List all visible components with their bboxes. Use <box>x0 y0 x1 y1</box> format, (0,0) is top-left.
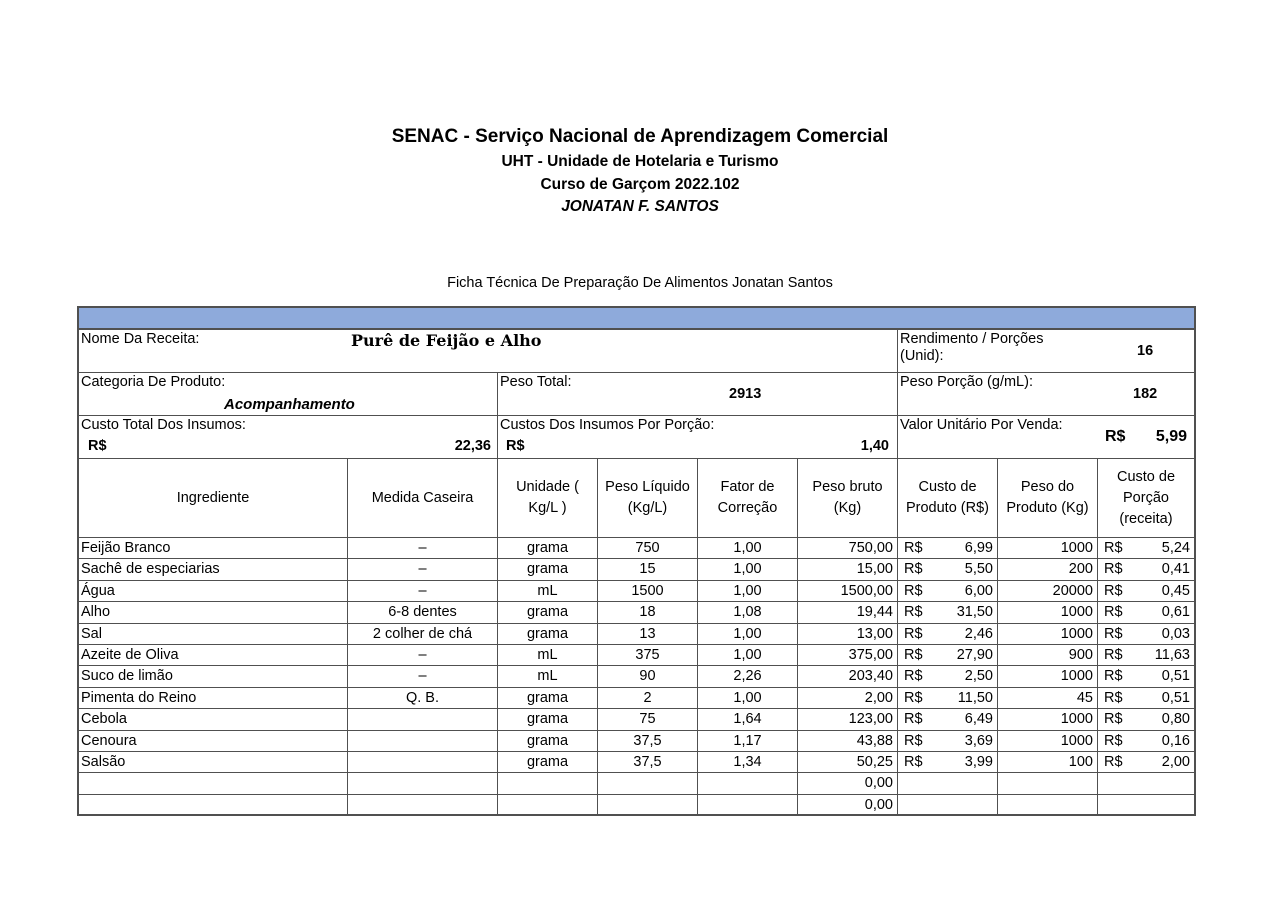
cell-medida: – <box>348 666 498 687</box>
money-value: 3,69 <box>964 732 993 749</box>
currency-symbol: R$ <box>1104 732 1123 749</box>
cell-peso-bruto: 123,00 <box>798 709 898 730</box>
money-value: 2,00 <box>1161 754 1190 770</box>
currency-symbol: R$ <box>1104 668 1123 685</box>
cell-ingrediente: Suco de limão <box>79 666 348 687</box>
cell-peso-bruto: 15,00 <box>798 559 898 580</box>
cell-peso-liquido: 75 <box>598 709 698 730</box>
cell-peso-bruto: 19,44 <box>798 602 898 623</box>
cell-medida <box>348 731 498 752</box>
cell-peso-liquido: 13 <box>598 624 698 645</box>
yield-label: Rendimento / Porções (Unid): <box>900 331 1044 364</box>
currency-symbol: R$ <box>1104 647 1123 663</box>
currency-symbol: R$ <box>904 604 923 621</box>
cell-unidade: grama <box>498 538 598 559</box>
cell-fator: 1,64 <box>698 709 798 730</box>
cell-peso-produto: 1000 <box>998 624 1098 645</box>
cell-unidade: grama <box>498 688 598 709</box>
currency-symbol: R$ <box>1104 540 1123 556</box>
recipe-sheet <box>77 306 1196 816</box>
cell-peso-liquido <box>598 773 698 794</box>
cell-custo-produto <box>898 666 998 687</box>
cell-peso-liquido <box>598 795 698 816</box>
col-peso-bruto: Peso bruto (Kg) <box>798 459 898 538</box>
cell-medida: 2 colher de chá <box>348 624 498 645</box>
cell-peso-liquido: 375 <box>598 645 698 666</box>
currency-symbol: R$ <box>904 625 923 642</box>
cell-fator: 1,00 <box>698 688 798 709</box>
cell-unidade: mL <box>498 645 598 666</box>
cell-custo-porcao <box>1098 624 1194 645</box>
cell-peso-produto: 900 <box>998 645 1098 666</box>
cell-fator: 1,00 <box>698 581 798 602</box>
unit-price-cell <box>898 416 1194 459</box>
cell-ingrediente: Água <box>79 581 348 602</box>
cell-unidade: grama <box>498 624 598 645</box>
cell-custo-produto <box>898 709 998 730</box>
cell-ingrediente: Cebola <box>79 709 348 730</box>
cell-custo-porcao <box>1098 602 1194 623</box>
cell-unidade: mL <box>498 666 598 687</box>
cell-fator: 1,08 <box>698 602 798 623</box>
unit-price-currency: R$ <box>1105 428 1126 445</box>
cell-unidade: mL <box>498 581 598 602</box>
cell-unidade: grama <box>498 709 598 730</box>
currency-symbol: R$ <box>1104 625 1123 642</box>
cell-custo-porcao <box>1098 645 1194 666</box>
cell-custo-porcao <box>1098 538 1194 559</box>
currency-symbol: R$ <box>904 754 923 770</box>
money-value: 5,24 <box>1161 540 1190 556</box>
cell-custo-porcao <box>1098 666 1194 687</box>
yield-cell <box>898 330 1194 373</box>
institution-title: SENAC - Serviço Nacional de Aprendizagem Comercial <box>391 126 889 147</box>
money-value: 2,50 <box>964 668 993 685</box>
category-label: Categoria De Produto: <box>81 374 226 390</box>
currency-symbol: R$ <box>904 647 923 663</box>
currency-symbol: R$ <box>904 582 923 599</box>
total-weight-value: 2913 <box>729 386 762 402</box>
cell-peso-produto: 1000 <box>998 666 1098 687</box>
author-name: JONATAN F. SANTOS <box>561 198 719 215</box>
table-row <box>79 731 1194 752</box>
cell-peso-produto: 45 <box>998 688 1098 709</box>
total-cost-currency: R$ <box>88 438 107 454</box>
cell-custo-produto <box>898 559 998 580</box>
cell-custo-produto <box>898 795 998 816</box>
cell-medida: – <box>348 538 498 559</box>
col-custo-porcao: Custo de Porção (receita) <box>1098 459 1194 538</box>
table-row <box>79 795 1194 816</box>
cell-peso-liquido: 2 <box>598 688 698 709</box>
currency-symbol: R$ <box>904 711 923 728</box>
portion-cost-label: Custos Dos Insumos Por Porção: <box>500 417 715 433</box>
money-value: 6,99 <box>964 540 993 556</box>
table-row <box>79 752 1194 773</box>
total-cost-cell <box>79 416 498 459</box>
currency-symbol: R$ <box>1104 689 1123 706</box>
cell-peso-produto: 1000 <box>998 602 1098 623</box>
cell-fator: 1,00 <box>698 538 798 559</box>
cell-medida: 6-8 dentes <box>348 602 498 623</box>
currency-symbol: R$ <box>1104 582 1123 599</box>
cell-medida: – <box>348 559 498 580</box>
cell-medida: – <box>348 645 498 666</box>
cell-ingrediente <box>79 795 348 816</box>
table-row <box>79 688 1194 709</box>
cell-unidade: grama <box>498 752 598 773</box>
recipe-label: Nome Da Receita: <box>81 331 200 347</box>
yield-value: 16 <box>1137 343 1154 359</box>
cell-medida <box>348 709 498 730</box>
currency-symbol: R$ <box>1104 754 1123 770</box>
cell-peso-bruto: 375,00 <box>798 645 898 666</box>
cell-fator: 1,00 <box>698 645 798 666</box>
cell-fator: 1,34 <box>698 752 798 773</box>
cell-peso-bruto: 203,40 <box>798 666 898 687</box>
cell-unidade: grama <box>498 731 598 752</box>
cell-custo-porcao <box>1098 709 1194 730</box>
course-title: Curso de Garçom 2022.102 <box>540 176 740 193</box>
cell-peso-liquido: 90 <box>598 666 698 687</box>
unit-price-label: Valor Unitário Por Venda: <box>900 417 1063 433</box>
table-row <box>79 624 1194 645</box>
money-value: 0,41 <box>1161 561 1190 578</box>
table-row <box>79 559 1194 580</box>
cell-fator <box>698 795 798 816</box>
cell-ingrediente: Azeite de Oliva <box>79 645 348 666</box>
total-cost-label: Custo Total Dos Insumos: <box>81 417 246 433</box>
cell-custo-produto <box>898 688 998 709</box>
currency-symbol: R$ <box>904 668 923 685</box>
portion-weight-cell <box>898 373 1194 416</box>
cell-unidade <box>498 795 598 816</box>
cell-ingrediente: Sachê de especiarias <box>79 559 348 580</box>
cell-ingrediente: Cenoura <box>79 731 348 752</box>
cell-custo-produto <box>898 645 998 666</box>
col-custo-produto: Custo de Produto (R$) <box>898 459 998 538</box>
cell-ingrediente: Sal <box>79 624 348 645</box>
cell-peso-produto: 1000 <box>998 538 1098 559</box>
cell-custo-produto <box>898 731 998 752</box>
cell-custo-porcao <box>1098 773 1194 794</box>
unit-title: UHT - Unidade de Hotelaria e Turismo <box>501 153 779 170</box>
cell-custo-produto <box>898 624 998 645</box>
money-value: 0,03 <box>1161 625 1190 642</box>
cell-ingrediente: Alho <box>79 602 348 623</box>
cell-custo-produto <box>898 602 998 623</box>
money-value: 3,99 <box>964 754 993 770</box>
cell-medida <box>348 795 498 816</box>
total-weight-label: Peso Total: <box>500 374 572 390</box>
total-weight-cell <box>498 373 898 416</box>
money-value: 0,61 <box>1161 604 1190 621</box>
cell-peso-produto: 200 <box>998 559 1098 580</box>
cell-fator: 2,26 <box>698 666 798 687</box>
cell-medida: Q. B. <box>348 688 498 709</box>
recipe-name: Purê de Feijão e Alho <box>351 331 542 350</box>
money-value: 11,50 <box>957 689 993 706</box>
cell-custo-produto <box>898 538 998 559</box>
portion-weight-label: Peso Porção (g/mL): <box>900 374 1033 390</box>
table-row <box>79 666 1194 687</box>
currency-symbol: R$ <box>904 540 923 556</box>
currency-symbol: R$ <box>904 689 923 706</box>
currency-symbol: R$ <box>1104 711 1123 728</box>
currency-symbol: R$ <box>904 732 923 749</box>
cell-ingrediente: Pimenta do Reino <box>79 688 348 709</box>
money-value: 11,63 <box>1154 647 1190 663</box>
cell-custo-produto <box>898 773 998 794</box>
table-row <box>79 581 1194 602</box>
cell-custo-porcao <box>1098 688 1194 709</box>
money-value: 0,51 <box>1161 668 1190 685</box>
portion-cost-cell <box>498 416 898 459</box>
money-value: 27,90 <box>956 647 993 663</box>
currency-symbol: R$ <box>904 561 923 578</box>
cell-fator: 1,17 <box>698 731 798 752</box>
table-row <box>79 602 1194 623</box>
cell-custo-porcao <box>1098 581 1194 602</box>
cell-peso-bruto: 13,00 <box>798 624 898 645</box>
unit-price-value: 5,99 <box>1155 428 1187 445</box>
portion-weight-value: 182 <box>1133 386 1158 402</box>
col-unidade: Unidade ( Kg/L ) <box>498 459 598 538</box>
cell-custo-porcao <box>1098 752 1194 773</box>
cell-ingrediente: Feijão Branco <box>79 538 348 559</box>
col-ingrediente: Ingrediente <box>79 459 348 538</box>
cell-peso-bruto: 1500,00 <box>798 581 898 602</box>
cell-peso-liquido: 37,5 <box>598 752 698 773</box>
portion-cost-currency: R$ <box>506 438 525 454</box>
cell-custo-produto <box>898 581 998 602</box>
cell-custo-porcao <box>1098 559 1194 580</box>
col-peso-produto: Peso do Produto (Kg) <box>998 459 1098 538</box>
category-value: Acompanhamento <box>224 396 355 413</box>
cell-custo-produto <box>898 752 998 773</box>
header-band <box>79 308 1194 330</box>
cell-peso-liquido: 15 <box>598 559 698 580</box>
money-value: 0,16 <box>1161 732 1190 749</box>
cell-peso-liquido: 37,5 <box>598 731 698 752</box>
currency-symbol: R$ <box>1104 561 1123 578</box>
cell-peso-produto <box>998 773 1098 794</box>
table-row <box>79 538 1194 559</box>
money-value: 0,80 <box>1161 711 1190 728</box>
recipe-name-cell <box>79 330 898 373</box>
cell-fator: 1,00 <box>698 559 798 580</box>
cell-peso-liquido: 750 <box>598 538 698 559</box>
sheet-subtitle: Ficha Técnica De Preparação De Alimentos Jonatan Santos <box>447 275 833 291</box>
cell-peso-liquido: 1500 <box>598 581 698 602</box>
cell-peso-produto: 20000 <box>998 581 1098 602</box>
cell-custo-porcao <box>1098 731 1194 752</box>
money-value: 0,45 <box>1161 582 1190 599</box>
portion-cost-value: 1,40 <box>860 438 889 454</box>
money-value: 2,46 <box>964 625 993 642</box>
cell-medida: – <box>348 581 498 602</box>
cell-fator: 1,00 <box>698 624 798 645</box>
cell-medida <box>348 752 498 773</box>
cell-unidade <box>498 773 598 794</box>
cell-fator <box>698 773 798 794</box>
table-row <box>79 773 1194 794</box>
cell-peso-liquido: 18 <box>598 602 698 623</box>
money-value: 31,50 <box>956 604 993 621</box>
cell-peso-bruto: 750,00 <box>798 538 898 559</box>
cell-unidade: grama <box>498 559 598 580</box>
cell-peso-produto: 100 <box>998 752 1098 773</box>
col-peso-liquido: Peso Líquido (Kg/L) <box>598 459 698 538</box>
cell-medida <box>348 773 498 794</box>
cell-custo-porcao <box>1098 795 1194 816</box>
col-fator: Fator de Correção <box>698 459 798 538</box>
currency-symbol: R$ <box>1104 604 1123 621</box>
cell-peso-bruto: 0,00 <box>798 795 898 816</box>
cell-peso-bruto: 43,88 <box>798 731 898 752</box>
cell-peso-produto <box>998 795 1098 816</box>
category-cell <box>79 373 498 416</box>
cell-peso-bruto: 0,00 <box>798 773 898 794</box>
money-value: 6,49 <box>964 711 993 728</box>
table-row <box>79 645 1194 666</box>
col-medida: Medida Caseira <box>348 459 498 538</box>
cell-ingrediente: Salsão <box>79 752 348 773</box>
cell-unidade: grama <box>498 602 598 623</box>
cell-peso-bruto: 2,00 <box>798 688 898 709</box>
money-value: 5,50 <box>964 561 993 578</box>
table-row <box>79 709 1194 730</box>
cell-peso-bruto: 50,25 <box>798 752 898 773</box>
cell-peso-produto: 1000 <box>998 731 1098 752</box>
cell-peso-produto: 1000 <box>998 709 1098 730</box>
money-value: 0,51 <box>1161 689 1190 706</box>
total-cost-value: 22,36 <box>454 438 491 454</box>
cell-ingrediente <box>79 773 348 794</box>
money-value: 6,00 <box>964 582 993 599</box>
